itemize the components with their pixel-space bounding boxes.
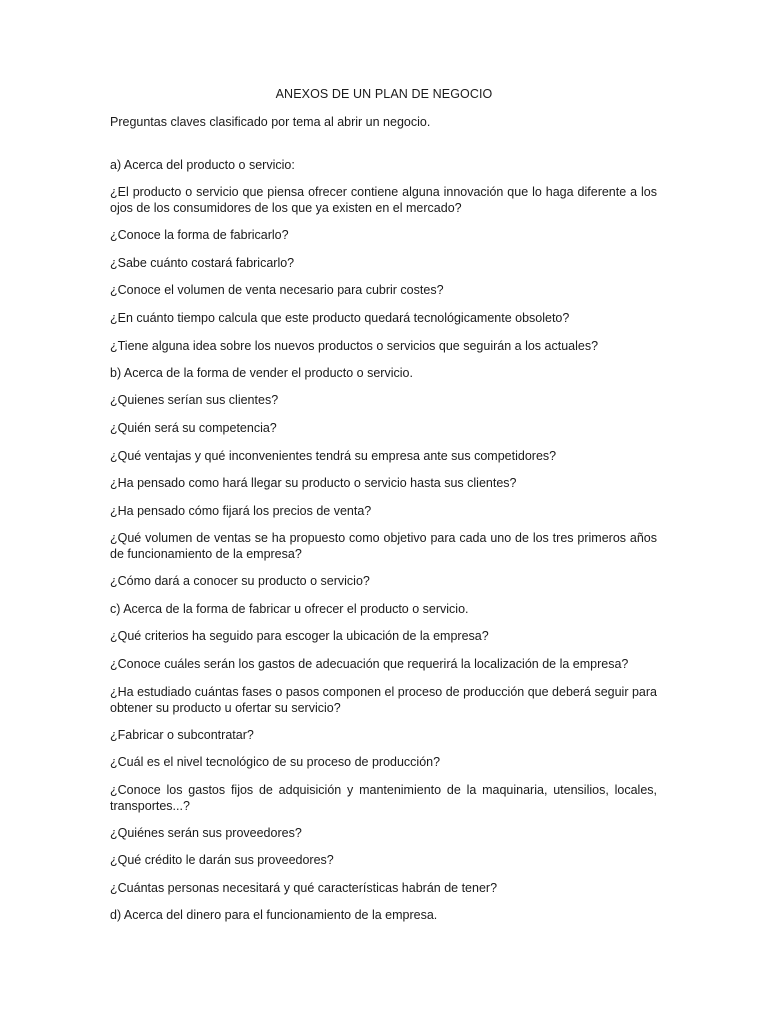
question-c1: ¿Qué criterios ha seguido para escoger la ubicación de la empresa? (110, 629, 489, 643)
question-b7: ¿Cómo dará a conocer su producto o servicio? (110, 574, 370, 588)
intro-text: Preguntas claves clasificado por tema al abrir un negocio. (110, 115, 431, 129)
question-a5: ¿En cuánto tiempo calcula que este producto quedará tecnológicamente obsoleto? (110, 311, 570, 325)
section-c-heading: c) Acerca de la forma de fabricar u ofrecer el producto o servicio. (110, 602, 469, 616)
question-b3: ¿Qué ventajas y qué inconvenientes tendrá su empresa ante sus competidores? (110, 449, 557, 463)
question-b2: ¿Quién será su competencia? (110, 421, 277, 435)
question-c9: ¿Cuántas personas necesitará y qué características habrán de tener? (110, 881, 498, 895)
question-a1: ¿El producto o servicio que piensa ofrecer contiene alguna innovación que lo haga diferente a los ojos de los consumidores de los que ya existen en el mercado? (110, 185, 657, 215)
question-c5: ¿Cuál es el nivel tecnológico de su proceso de producción? (110, 755, 441, 769)
question-a6: ¿Tiene alguna idea sobre los nuevos productos o servicios que seguirán a los actuales? (110, 339, 599, 353)
question-c3: ¿Ha estudiado cuántas fases o pasos componen el proceso de producción que deberá seguir para obtener su producto u ofertar su servicio? (110, 685, 657, 715)
question-a4: ¿Conoce el volumen de venta necesario para cubrir costes? (110, 283, 444, 297)
question-c2: ¿Conoce cuáles serán los gastos de adecuación que requerirá la localización de la empresa? (110, 657, 629, 671)
question-c8: ¿Qué crédito le darán sus proveedores? (110, 853, 334, 867)
question-b4: ¿Ha pensado como hará llegar su producto o servicio hasta sus clientes? (110, 476, 517, 490)
question-c4: ¿Fabricar o subcontratar? (110, 728, 254, 742)
question-b6: ¿Qué volumen de ventas se ha propuesto como objetivo para cada uno de los tres primeros años de funcionamiento de la empresa? (110, 531, 657, 561)
question-c7: ¿Quiénes serán sus proveedores? (110, 826, 302, 840)
section-b-heading: b) Acerca de la forma de vender el producto o servicio. (110, 366, 413, 380)
question-a2: ¿Conoce la forma de fabricarlo? (110, 228, 289, 242)
document-title: ANEXOS DE UN PLAN DE NEGOCIO (275, 87, 493, 101)
question-b5: ¿Ha pensado cómo fijará los precios de venta? (110, 504, 372, 518)
question-c6: ¿Conoce los gastos fijos de adquisición y mantenimiento de la maquinaria, utensilios, locales, transportes...? (110, 783, 657, 813)
section-a-heading: a) Acerca del producto o servicio: (110, 158, 295, 172)
section-d-heading: d) Acerca del dinero para el funcionamiento de la empresa. (110, 908, 438, 922)
question-a3: ¿Sabe cuánto costará fabricarlo? (110, 256, 295, 270)
question-b1: ¿Quienes serían sus clientes? (110, 393, 279, 407)
